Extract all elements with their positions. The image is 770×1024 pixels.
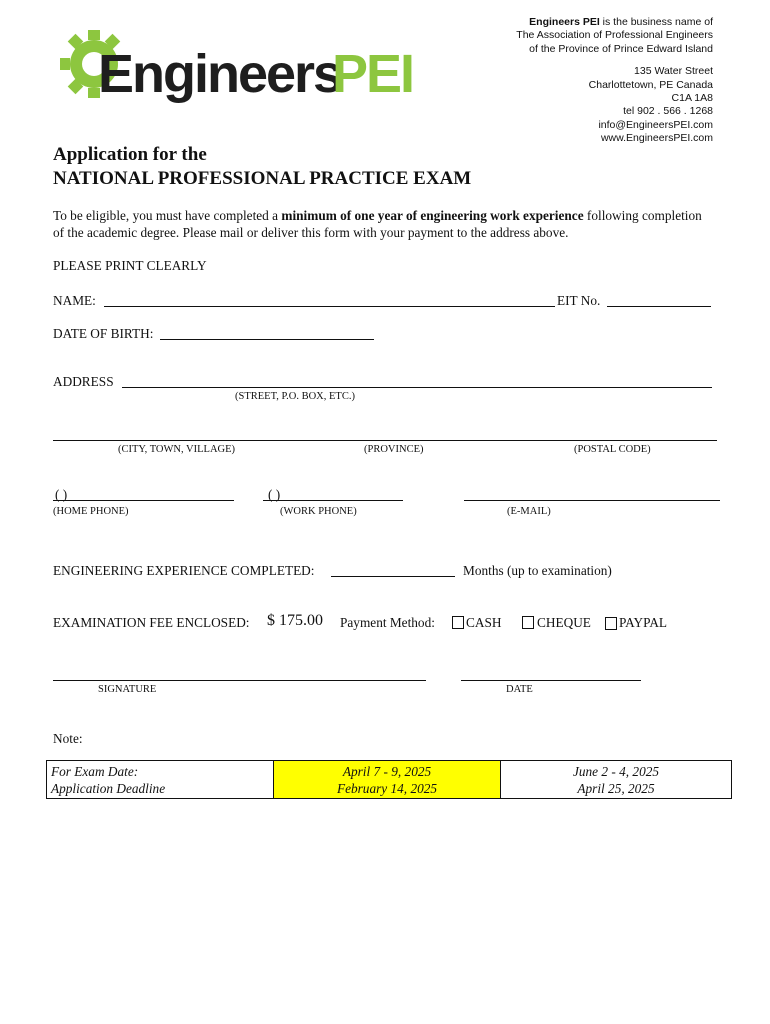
exam-dates-table: [46, 760, 732, 799]
paypal-checkbox[interactable]: [605, 617, 617, 630]
email-caption: (E-MAIL): [507, 506, 551, 517]
row-labels-cell: [47, 761, 274, 799]
logo-text-pei: PEI: [332, 44, 414, 104]
gear-logo-icon: [60, 22, 420, 112]
address-street: 135 Water Street: [634, 65, 713, 78]
dob-field[interactable]: [160, 339, 374, 340]
city-province-postal-field[interactable]: [53, 440, 717, 441]
org-email: info@EngineersPEI.com: [598, 118, 713, 131]
name-label: NAME:: [53, 293, 96, 308]
fee-amount: $ 175.00: [267, 612, 323, 629]
eit-label: EIT No.: [557, 293, 601, 308]
experience-suffix: Months (up to examination): [463, 563, 612, 578]
engineers-pei-logo: [60, 22, 420, 112]
date-caption: DATE: [506, 684, 533, 695]
session-1-exam-date: April 7 - 9, 2025: [342, 763, 432, 779]
note-label: Note:: [53, 731, 83, 746]
org-name-rest: is the business name of: [599, 16, 713, 28]
cheque-option-label: CHEQUE: [537, 615, 591, 630]
organization-info: [413, 16, 713, 146]
deadline-row-label: Application Deadline: [51, 780, 166, 796]
signature-field[interactable]: [53, 680, 426, 681]
home-phone-area-code: ( ): [55, 487, 68, 502]
paypal-option-label: PAYPAL: [619, 615, 668, 630]
fee-label: EXAMINATION FEE ENCLOSED:: [53, 615, 250, 630]
org-line-2: The Association of Professional Engineers: [516, 29, 713, 42]
experience-months-field[interactable]: [331, 576, 455, 577]
cheque-checkbox[interactable]: [522, 616, 534, 629]
experience-label: ENGINEERING EXPERIENCE COMPLETED:: [53, 563, 315, 578]
work-phone-caption: (WORK PHONE): [280, 506, 357, 517]
exam-date-row-label: For Exam Date:: [51, 763, 139, 779]
date-field[interactable]: [461, 680, 641, 681]
form-title-line-2: NATIONAL PROFESSIONAL PRACTICE EXAM: [53, 168, 472, 189]
form-title-line-1: Application for the: [53, 144, 207, 165]
cash-checkbox[interactable]: [452, 616, 464, 629]
org-line-3: of the Province of Prince Edward Island: [529, 42, 713, 55]
street-address-field[interactable]: [122, 387, 712, 388]
org-phone: tel 902 . 566 . 1268: [623, 105, 713, 118]
signature-caption: SIGNATURE: [98, 684, 157, 695]
session-1-cell: [274, 761, 501, 799]
print-clearly-note: PLEASE PRINT CLEARLY: [53, 258, 207, 273]
address-label: ADDRESS: [53, 374, 114, 389]
name-field[interactable]: [104, 306, 555, 307]
city-caption: (CITY, TOWN, VILLAGE): [118, 444, 236, 455]
eit-number-field[interactable]: [607, 306, 711, 307]
home-phone-caption: (HOME PHONE): [53, 506, 129, 517]
email-field[interactable]: [464, 500, 720, 501]
street-caption: (STREET, P.O. BOX, ETC.): [235, 391, 355, 402]
table-row: [47, 761, 732, 799]
session-2-exam-date: June 2 - 4, 2025: [572, 763, 660, 779]
postal-code-caption: (POSTAL CODE): [574, 444, 651, 455]
eligibility-requirement: minimum of one year of engineering work experience: [281, 208, 584, 223]
dob-label: DATE OF BIRTH:: [53, 326, 154, 341]
logo-text-engineers: Engineers: [98, 44, 342, 104]
home-phone-field[interactable]: [53, 500, 234, 501]
org-name: Engineers PEI: [529, 16, 600, 28]
work-phone-field[interactable]: [263, 500, 403, 501]
session-2-deadline: April 25, 2025: [577, 780, 655, 796]
cash-option-label: CASH: [466, 615, 502, 630]
session-2-cell: [501, 761, 732, 799]
session-1-deadline: February 14, 2025: [336, 780, 438, 796]
payment-method-label: Payment Method:: [340, 615, 435, 630]
address-city: Charlottetown, PE Canada: [588, 78, 713, 91]
province-caption: (PROVINCE): [364, 444, 424, 455]
address-postal: C1A 1A8: [671, 92, 713, 105]
work-phone-area-code: ( ): [268, 487, 281, 502]
eligibility-intro: To be eligible, you must have completed a minimum of one year of engineering work experience following completion of the academic degree. Please mail or deliver this form with your payment to the address above.: [53, 208, 702, 240]
org-website: www.EngineersPEI.com: [600, 132, 713, 145]
